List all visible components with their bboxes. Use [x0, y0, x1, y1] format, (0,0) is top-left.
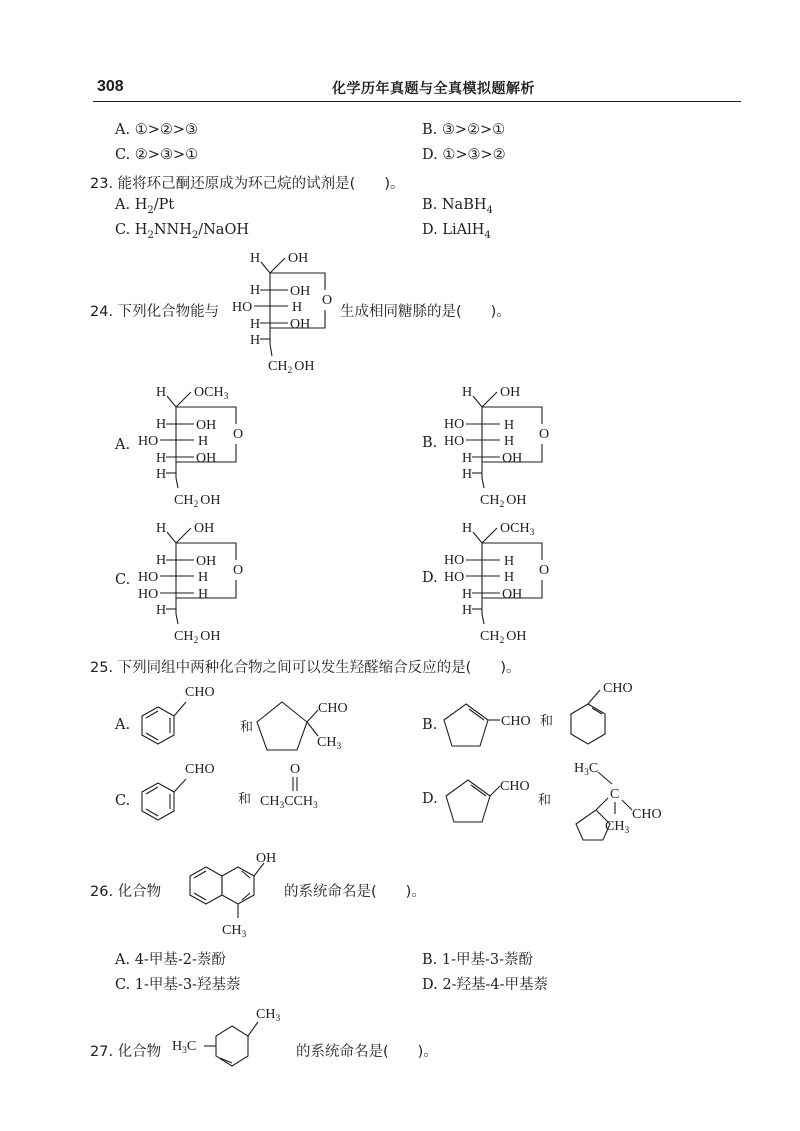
q26-naphthalene-structure	[172, 848, 292, 948]
svg-text:CHO: CHO	[603, 681, 633, 696]
q24-option-b-structure	[444, 382, 574, 512]
svg-text:O: O	[290, 762, 301, 777]
q27-stem-before: 27. 化合物	[90, 1044, 162, 1060]
svg-text:OH: OH	[196, 554, 217, 569]
q26-option-d: D. 2-羟基-4-甲基萘	[422, 977, 548, 993]
svg-text:CHO: CHO	[318, 701, 348, 716]
svg-text:CH3: $CH_3$	[222, 923, 247, 940]
svg-text:CH3: $CH_3$	[605, 819, 630, 836]
q23-stem: 23. 能将环己酮还原成为环己烷的试剂是( )。	[90, 176, 405, 192]
q23-option-c: C. $H_2NNH_2$/NaOH	[115, 222, 249, 241]
q25-option-c-structures	[130, 755, 370, 835]
svg-text:H3C: $H_3C$	[574, 761, 599, 778]
svg-text:和: 和	[238, 792, 252, 807]
svg-text:OH: OH	[196, 451, 217, 466]
svg-text:H: H	[250, 251, 261, 266]
q24-option-a-structure	[136, 382, 266, 512]
svg-text:H: H	[156, 467, 167, 482]
svg-text:OH: OH	[288, 251, 309, 266]
svg-text:O: O	[322, 293, 333, 308]
svg-text:HO: HO	[232, 300, 253, 315]
svg-text:H: H	[462, 385, 473, 400]
svg-text:CH3: $CH_3$	[317, 735, 342, 752]
svg-text:CHO: CHO	[501, 714, 531, 729]
svg-text:OH: OH	[194, 521, 215, 536]
svg-text:H: H	[156, 417, 167, 432]
svg-text:O: O	[233, 563, 244, 578]
svg-text:CHO: CHO	[185, 762, 215, 777]
q22-option-c: C. ②>③>①	[115, 147, 199, 163]
svg-text:H: H	[504, 554, 515, 569]
svg-text:OH: OH	[502, 451, 523, 466]
svg-text:HO: HO	[444, 434, 465, 449]
svg-text:HO: HO	[444, 553, 465, 568]
svg-text:CH2OH: $CH_2$ OH	[174, 493, 221, 510]
q25-option-a-structures	[130, 680, 370, 760]
q24-option-d-label: D.	[422, 570, 438, 586]
q24-reference-sugar-structure	[230, 248, 350, 376]
svg-text:H: H	[156, 385, 167, 400]
svg-text:H: H	[156, 553, 167, 568]
svg-text:H: H	[462, 521, 473, 536]
q25-option-d-label: D.	[422, 791, 438, 807]
svg-text:O: O	[539, 427, 550, 442]
q24-option-d-structure	[444, 518, 574, 648]
svg-text:H: H	[156, 451, 167, 466]
q25-option-d-structures	[440, 752, 700, 852]
q26-stem-before: 26. 化合物	[90, 884, 162, 900]
svg-text:O: O	[233, 427, 244, 442]
svg-text:H: H	[462, 467, 473, 482]
page-number: 308	[97, 78, 124, 95]
svg-text:CHO: CHO	[500, 779, 530, 794]
svg-text:O: O	[539, 563, 550, 578]
svg-text:和: 和	[538, 793, 552, 808]
q23-option-b: B. NaBH$_4$	[422, 197, 493, 216]
running-title: 化学历年真题与全真模拟题解析	[332, 81, 535, 97]
svg-text:H: H	[292, 300, 303, 315]
q24-option-c-label: C.	[115, 572, 131, 588]
q23-option-a: A. $H_2/Pt$	[115, 197, 175, 216]
svg-text:HO: HO	[138, 570, 159, 585]
svg-text:H: H	[462, 451, 473, 466]
q27-stem-after: 的系统命名是( )。	[296, 1044, 438, 1060]
svg-text:H: H	[250, 283, 261, 298]
svg-text:CH3: $CH_3$	[256, 1007, 281, 1024]
svg-text:和: 和	[240, 720, 254, 735]
svg-text:H: H	[198, 434, 209, 449]
svg-text:OH: OH	[290, 284, 311, 299]
svg-text:H: H	[462, 603, 473, 618]
q26-option-b: B. 1-甲基-3-萘酚	[422, 952, 534, 968]
svg-text:H: H	[504, 570, 515, 585]
q22-option-a: A. ①>②>③	[115, 122, 198, 138]
svg-text:CH2OH: $CH_2$ OH	[268, 359, 315, 376]
svg-text:H: H	[504, 434, 515, 449]
svg-text:CH3CCH3: $CH_3CCH_3$	[260, 794, 318, 811]
q25-option-b-label: B.	[422, 717, 438, 733]
svg-text:CHO: CHO	[632, 807, 662, 822]
q24-stem-after: 生成相同糖脎的是( )。	[340, 304, 511, 320]
svg-text:H: H	[250, 333, 261, 348]
svg-text:OCH3: $OCH_3$	[194, 385, 229, 402]
q24-option-b-label: B.	[422, 435, 438, 451]
q25-option-a-label: A.	[115, 717, 131, 733]
svg-text:CH2OH: $CH_2$ OH	[480, 629, 527, 646]
svg-text:OH: OH	[500, 385, 521, 400]
svg-text:HO: HO	[444, 570, 465, 585]
svg-text:CHO: CHO	[185, 685, 215, 700]
svg-text:HO: HO	[138, 587, 159, 602]
svg-text:HO: HO	[444, 417, 465, 432]
svg-text:C: C	[610, 787, 620, 802]
q23-option-d: D. LiAlH$_4$	[422, 222, 491, 241]
q25-stem: 25. 下列同组中两种化合物之间可以发生羟醛缩合反应的是( )。	[90, 660, 521, 676]
svg-text:OH: OH	[256, 851, 277, 866]
q26-option-a: A. 4-甲基-2-萘酚	[115, 952, 226, 968]
q25-option-b-structures	[438, 680, 698, 760]
q24-option-a-label: A.	[115, 437, 131, 453]
q26-option-c: C. 1-甲基-3-羟基萘	[115, 977, 241, 993]
svg-text:CH2OH: $CH_2$ OH	[480, 493, 527, 510]
svg-text:H: H	[504, 418, 515, 433]
svg-text:和: 和	[540, 714, 554, 729]
svg-text:OCH3: $OCH_3$	[500, 521, 535, 538]
q22-option-b: B. ③>②>①	[422, 122, 506, 138]
q27-cyclohexene-structure	[168, 1000, 298, 1070]
svg-text:H: H	[156, 521, 167, 536]
header-rule	[93, 101, 741, 102]
svg-text:H: H	[250, 317, 261, 332]
svg-text:OH: OH	[502, 587, 523, 602]
svg-text:H3C: $H_3C$	[172, 1039, 197, 1056]
q24-option-c-structure	[136, 518, 266, 648]
svg-text:CH2OH: $CH_2$ OH	[174, 629, 221, 646]
svg-text:HO: HO	[138, 434, 159, 449]
svg-text:H: H	[198, 587, 209, 602]
svg-text:OH: OH	[290, 317, 311, 332]
q25-option-c-label: C.	[115, 793, 131, 809]
q26-stem-after: 的系统命名是( )。	[284, 884, 426, 900]
q22-option-d: D. ①>③>②	[422, 147, 506, 163]
svg-text:H: H	[462, 587, 473, 602]
svg-text:H: H	[198, 570, 209, 585]
q24-stem-before: 24. 下列化合物能与	[90, 304, 220, 320]
svg-text:H: H	[156, 603, 167, 618]
svg-text:OH: OH	[196, 418, 217, 433]
